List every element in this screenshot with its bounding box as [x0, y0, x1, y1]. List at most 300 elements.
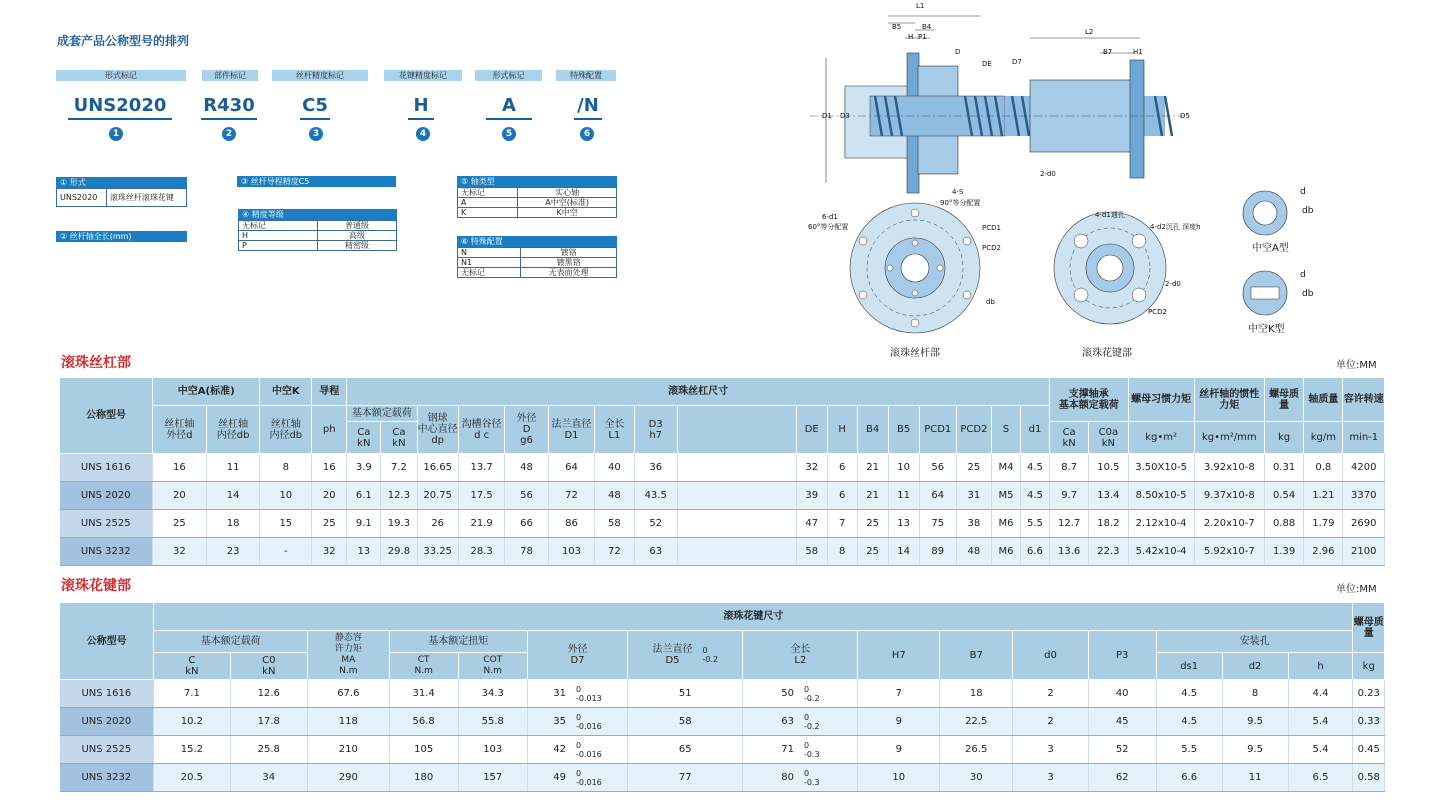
- legend-lead-title: ③ 丝杆导程精度C5: [237, 176, 396, 187]
- legend-length-title: ② 丝杆轴全长(mm): [56, 231, 187, 242]
- hdr-unit-3: kg: [1264, 422, 1303, 454]
- cell-C0: 34: [230, 764, 307, 792]
- cell-D5: 65: [628, 736, 743, 764]
- cell-ca: 9.1: [347, 510, 381, 538]
- cell-B5: 13: [888, 510, 919, 538]
- cell-nut-mass: 0.54: [1264, 482, 1303, 510]
- cell-L2: [743, 680, 858, 708]
- special-code: N1: [458, 258, 521, 268]
- cell-id: 18: [206, 510, 260, 538]
- cell-PCD2: 25: [956, 454, 991, 482]
- table-row: [60, 708, 1385, 736]
- cell-C0: 25.8: [230, 736, 307, 764]
- cell-d1: 4.5: [1020, 482, 1049, 510]
- cell-D7-value: 35: [553, 716, 566, 727]
- dim-label: 60°等分配置: [808, 223, 849, 231]
- cell-H: 6: [827, 454, 857, 482]
- cell-L1: 48: [595, 482, 634, 510]
- cell-kg: 0.58: [1353, 764, 1385, 792]
- cell-C: 7.1: [154, 680, 230, 708]
- sp-hdr-D7: 外径 D7: [527, 631, 627, 680]
- cell-h: 5.4: [1288, 708, 1353, 736]
- code-6: /N: [574, 95, 602, 120]
- hdr-L1: 全长 L1: [595, 406, 634, 454]
- technical-drawing: [790, 8, 1350, 358]
- sp-hdr-model: 公称型号: [60, 603, 154, 680]
- dim-label: 4-S: [952, 188, 964, 196]
- cell-dc: 21.9: [458, 510, 505, 538]
- table-row: [60, 680, 1385, 708]
- shaft-desc: K中空: [518, 208, 617, 218]
- hdr-hollow-a: 中空A(标准): [153, 378, 260, 406]
- dim-label: 4-d2沉孔 深度h: [1150, 223, 1201, 231]
- cell-B7: 26.5: [940, 736, 1013, 764]
- tol-upper: 0: [803, 684, 810, 694]
- cell-ds1: 6.6: [1156, 764, 1222, 792]
- cell-idk: -: [260, 538, 312, 566]
- cell-sca: 13.6: [1050, 538, 1089, 566]
- code-num-6: 6: [580, 127, 594, 141]
- hdr-dp: 钢球 中心直径 dp: [417, 406, 458, 454]
- screw-section-title: 滚珠丝杠部: [61, 355, 131, 371]
- cell-model: UNS 1616: [60, 680, 154, 708]
- sp-hdr-kg: kg: [1353, 653, 1385, 680]
- legend-precision: [238, 209, 397, 251]
- code-5: A: [486, 95, 532, 120]
- dim-label: db: [1302, 206, 1314, 216]
- hdr-idk: 丝杠轴 内径db: [260, 406, 312, 454]
- legend-special-title: ⑥ 特殊配置: [457, 236, 617, 247]
- cell-D7-value: 42: [553, 744, 566, 755]
- cell-D1: 64: [548, 454, 595, 482]
- hdr-load: 基本额定载荷: [347, 406, 417, 422]
- cell-ph: 16: [312, 454, 347, 482]
- hdr-DE: DE: [796, 406, 827, 454]
- dim-label: L1: [916, 2, 925, 10]
- cell-L2-value: 71: [781, 744, 794, 755]
- hdr-shaft-inertia: 丝杆轴的惯性力矩: [1194, 378, 1264, 422]
- cell-D5: 77: [628, 764, 743, 792]
- hdr-nut-inertia: 螺母习惯力矩: [1128, 378, 1194, 422]
- hdr-unit-4: kg/m: [1304, 422, 1343, 454]
- cell-PCD1: 56: [919, 454, 956, 482]
- dim-label: 4-d1通孔: [1095, 211, 1125, 219]
- cell-ph: 25: [312, 510, 347, 538]
- cell-sc0a: 10.5: [1089, 454, 1128, 482]
- table-row: [60, 454, 1385, 482]
- cell-PCD1: 64: [919, 482, 956, 510]
- hdr-nut-mass: 螺母质量: [1264, 378, 1303, 422]
- cell-nut-inertia: 3.50X10-5: [1128, 454, 1194, 482]
- cell-sc0a: 18.2: [1089, 510, 1128, 538]
- cell-PCD2: 48: [956, 538, 991, 566]
- hdr-id: 丝杠轴 内径db: [206, 406, 260, 454]
- shaft-code: K: [458, 208, 518, 218]
- dim-label: D3: [840, 112, 850, 120]
- cell-model: UNS 3232: [60, 764, 154, 792]
- legend-shaft-type: [457, 176, 617, 218]
- cell-C: 15.2: [154, 736, 230, 764]
- cell-ca: 3.9: [347, 454, 381, 482]
- dim-label: B7: [1103, 48, 1113, 56]
- cell-dc: 13.7: [458, 454, 505, 482]
- hdr-B5: B5: [888, 406, 919, 454]
- cell-B5: 10: [888, 454, 919, 482]
- cell-kg: 0.45: [1353, 736, 1385, 764]
- legend-lead: [237, 176, 396, 187]
- cell-P3: 52: [1088, 736, 1156, 764]
- dim-label: PCD1: [982, 224, 1001, 232]
- code-header-6: 特殊配置: [556, 70, 616, 81]
- cell-C: 20.5: [154, 764, 230, 792]
- table-row: [60, 764, 1385, 792]
- cell-d1: 5.5: [1020, 510, 1049, 538]
- cell-B4: 25: [857, 510, 888, 538]
- shaft-code: 无标记: [458, 188, 518, 198]
- cell-sc0a: 22.3: [1089, 538, 1128, 566]
- sp-hdr-mount: 安装孔: [1156, 631, 1353, 653]
- tol-upper: 0: [575, 740, 582, 750]
- cell-shaft-mass: 2.96: [1304, 538, 1343, 566]
- dim-label: d: [1300, 187, 1306, 197]
- cell-C0: 17.8: [230, 708, 307, 736]
- cell-L2: [743, 736, 858, 764]
- cell-D5: 58: [628, 708, 743, 736]
- cell-d2: 9.5: [1222, 736, 1288, 764]
- cell-DE: 47: [796, 510, 827, 538]
- tol-upper: 0: [575, 768, 582, 778]
- tol-upper: 0: [803, 740, 810, 750]
- cell-D: 48: [505, 454, 548, 482]
- hdr-PCD1: PCD1: [919, 406, 956, 454]
- dim-label: B4: [922, 23, 932, 31]
- code-num-1: 1: [109, 127, 123, 141]
- sp-hdr-d2: d2: [1222, 653, 1288, 680]
- cell-model: UNS 3232: [60, 538, 153, 566]
- cell-idk: 10: [260, 482, 312, 510]
- cell-c0a: 12.3: [381, 482, 417, 510]
- cell-H7: 7: [858, 680, 940, 708]
- tol-upper: 0: [575, 712, 582, 722]
- sp-hdr-h: h: [1288, 653, 1353, 680]
- cell-H7: 10: [858, 764, 940, 792]
- cell-L2: [743, 708, 858, 736]
- cell-dc: 28.3: [458, 538, 505, 566]
- cell-L1: 40: [595, 454, 634, 482]
- cell-ds1: 5.5: [1156, 736, 1222, 764]
- code-3: C5: [300, 95, 330, 120]
- cell-dc: 17.5: [458, 482, 505, 510]
- cell-blank: [677, 510, 796, 538]
- cell-COT: 103: [458, 736, 527, 764]
- cell-kg: 0.23: [1353, 680, 1385, 708]
- sp-hdr-D5: [628, 631, 743, 680]
- cell-od: 32: [153, 538, 207, 566]
- cell-S: M4: [991, 454, 1020, 482]
- prec-desc: 普通级: [318, 221, 397, 231]
- dim-label: PCD2: [982, 244, 1001, 252]
- hdr-c0a: Ca kN: [381, 422, 417, 454]
- tol-lower: -0.013: [575, 693, 602, 703]
- cell-shaft-inertia: 5.92x10-7: [1194, 538, 1264, 566]
- cell-ds1: 4.5: [1156, 680, 1222, 708]
- dim-label: 2-d0: [1165, 280, 1181, 288]
- cell-D7: [527, 680, 627, 708]
- sp-hdr-B7: B7: [940, 631, 1013, 680]
- dim-label: 2-d0: [1040, 170, 1056, 178]
- cell-COT: 157: [458, 764, 527, 792]
- dim-label: B5: [892, 23, 902, 31]
- dim-label: P1: [918, 33, 927, 41]
- cell-model: UNS 1616: [60, 454, 153, 482]
- cell-PCD1: 75: [919, 510, 956, 538]
- cell-D7: [527, 764, 627, 792]
- tol-lower: -0.3: [803, 749, 820, 759]
- cell-H7: 9: [858, 736, 940, 764]
- hdr-dims: 滚珠丝杠尺寸: [347, 378, 1050, 406]
- cell-d2: 9.5: [1222, 708, 1288, 736]
- cell-D7: [527, 708, 627, 736]
- cell-D1: 72: [548, 482, 595, 510]
- cell-d0: 2: [1013, 680, 1088, 708]
- hdr-d1: d1: [1020, 406, 1049, 454]
- table-row: [60, 510, 1385, 538]
- hdr-unit-5: min-1: [1343, 422, 1385, 454]
- cell-L2-value: 80: [781, 772, 794, 783]
- cell-h: 5.4: [1288, 736, 1353, 764]
- spline-table: [59, 602, 1385, 792]
- caption-hollow-k: 中空K型: [1248, 324, 1285, 335]
- code-num-5: 5: [502, 127, 516, 141]
- sp-hdr-P3: P3: [1088, 631, 1156, 680]
- cell-PCD1: 89: [919, 538, 956, 566]
- hdr-B4: B4: [857, 406, 888, 454]
- code-num-4: 4: [416, 127, 430, 141]
- code-header-2: 部件标记: [202, 70, 258, 81]
- special-desc: 无表面处理: [521, 268, 617, 278]
- sp-hdr-static: 静态容 许力矩 MA N.m: [308, 631, 390, 680]
- cell-dp: 20.75: [417, 482, 458, 510]
- cell-sca: 9.7: [1050, 482, 1089, 510]
- cell-B5: 11: [888, 482, 919, 510]
- dim-label: DE: [982, 60, 992, 68]
- hdr-sc0a: C0a kN: [1089, 422, 1128, 454]
- sp-hdr-D5-tol-low: -0.2: [702, 655, 719, 664]
- cell-CT: 31.4: [389, 680, 458, 708]
- cell-B4: 21: [857, 482, 888, 510]
- cell-model: UNS 2020: [60, 708, 154, 736]
- cell-D: 66: [505, 510, 548, 538]
- cell-COT: 34.3: [458, 680, 527, 708]
- sp-hdr-load: 基本额定载荷: [154, 631, 308, 653]
- sp-hdr-d0: d0: [1013, 631, 1088, 680]
- sp-hdr-H7: H7: [858, 631, 940, 680]
- prec-desc: 精密级: [318, 241, 397, 251]
- cell-shaft-mass: 1.21: [1304, 482, 1343, 510]
- cell-nut-mass: 0.31: [1264, 454, 1303, 482]
- cell-idk: 8: [260, 454, 312, 482]
- cell-B5: 14: [888, 538, 919, 566]
- cell-blank: [677, 538, 796, 566]
- cell-nut-mass: 1.39: [1264, 538, 1303, 566]
- legend-length: [56, 231, 187, 242]
- cell-C: 10.2: [154, 708, 230, 736]
- hdr-ph: ph: [312, 406, 347, 454]
- hdr-D: 外径 D g6: [505, 406, 548, 454]
- cell-d1: 4.5: [1020, 454, 1049, 482]
- cell-MA: 290: [308, 764, 390, 792]
- cell-od: 16: [153, 454, 207, 482]
- code-num-3: 3: [309, 127, 323, 141]
- special-desc: 镀黑铬: [521, 258, 617, 268]
- prec-code: P: [239, 241, 318, 251]
- cell-DE: 58: [796, 538, 827, 566]
- dim-label: L2: [1085, 28, 1094, 36]
- cell-d2: 11: [1222, 764, 1288, 792]
- cell-speed: 2100: [1343, 538, 1385, 566]
- tol-upper: 0: [803, 768, 810, 778]
- sp-hdr-L2: 全长 L2: [743, 631, 858, 680]
- hdr-od: 丝杠轴 外径d: [153, 406, 207, 454]
- hdr-unit-2: kg•m²/mm: [1194, 422, 1264, 454]
- code-4: H: [408, 95, 434, 120]
- table-row: [60, 482, 1385, 510]
- shaft-desc: 实心轴: [518, 188, 617, 198]
- cell-B4: 21: [857, 454, 888, 482]
- code-header-3: 丝杆精度标记: [272, 70, 368, 81]
- cell-B7: 18: [940, 680, 1013, 708]
- legend-form-title: ① 形式: [56, 177, 187, 188]
- cell-dp: 33.25: [417, 538, 458, 566]
- hdr-speed: 容许转速: [1343, 378, 1385, 422]
- table-row: [60, 538, 1385, 566]
- dim-label: D7: [1012, 58, 1022, 66]
- dim-label: D: [955, 48, 961, 56]
- cell-D3: 52: [634, 510, 677, 538]
- legend-special: [457, 236, 617, 278]
- cell-S: M6: [991, 510, 1020, 538]
- cell-P3: 62: [1088, 764, 1156, 792]
- dim-label: H: [908, 33, 914, 41]
- table-row: [60, 736, 1385, 764]
- cell-dp: 26: [417, 510, 458, 538]
- tol-lower: -0.016: [575, 721, 602, 731]
- hdr-sca: Ca kN: [1050, 422, 1089, 454]
- screw-table: [59, 377, 1385, 566]
- cell-nut-inertia: 8.50x10-5: [1128, 482, 1194, 510]
- code-num-2: 2: [222, 127, 236, 141]
- cell-sca: 8.7: [1050, 454, 1089, 482]
- cell-CT: 180: [389, 764, 458, 792]
- cell-kg: 0.33: [1353, 708, 1385, 736]
- tol-lower: -0.016: [575, 777, 602, 787]
- code-1: UNS2020: [68, 95, 172, 120]
- screw-unit: 单位:MM: [1336, 360, 1377, 371]
- cell-h: 6.5: [1288, 764, 1353, 792]
- sp-hdr-dims: 滚珠花键尺寸: [154, 603, 1353, 631]
- cell-L2: [743, 764, 858, 792]
- prec-code: H: [239, 231, 318, 241]
- cell-P3: 40: [1088, 680, 1156, 708]
- dim-label: 6-d1: [822, 213, 838, 221]
- code-header-5: 形式标记: [475, 70, 542, 81]
- cell-MA: 210: [308, 736, 390, 764]
- dim-label: PCD2: [1148, 308, 1167, 316]
- cell-model: UNS 2525: [60, 736, 154, 764]
- hdr-model: 公称型号: [60, 378, 153, 454]
- tol-lower: -0.2: [803, 721, 820, 731]
- dim-label: db: [986, 298, 995, 306]
- cell-B7: 30: [940, 764, 1013, 792]
- cell-D5: 51: [628, 680, 743, 708]
- sp-hdr-CT: CT N.m: [389, 653, 458, 680]
- cell-blank: [677, 454, 796, 482]
- cell-od: 25: [153, 510, 207, 538]
- cell-ds1: 4.5: [1156, 708, 1222, 736]
- cell-MA: 67.6: [308, 680, 390, 708]
- legend-shaft-title: ⑤ 轴类型: [457, 176, 617, 187]
- cell-model: UNS 2525: [60, 510, 153, 538]
- cell-ph: 20: [312, 482, 347, 510]
- cell-model: UNS 2020: [60, 482, 153, 510]
- spline-unit: 单位:MM: [1336, 584, 1377, 595]
- cell-PCD2: 31: [956, 482, 991, 510]
- cell-id: 11: [206, 454, 260, 482]
- cell-blank: [677, 482, 796, 510]
- hdr-D3: D3 h7: [634, 406, 677, 454]
- special-code: N: [458, 248, 521, 258]
- cell-sca: 12.7: [1050, 510, 1089, 538]
- cell-nut-mass: 0.88: [1264, 510, 1303, 538]
- cell-D3: 43.5: [634, 482, 677, 510]
- shaft-desc: A中空(标准): [518, 198, 617, 208]
- hdr-PCD2: PCD2: [956, 406, 991, 454]
- cell-PCD2: 38: [956, 510, 991, 538]
- cell-D: 78: [505, 538, 548, 566]
- cell-c0a: 7.2: [381, 454, 417, 482]
- cell-d2: 8: [1222, 680, 1288, 708]
- dim-label: d: [1300, 270, 1306, 280]
- cell-idk: 15: [260, 510, 312, 538]
- cell-ca: 6.1: [347, 482, 381, 510]
- caption-spline: 滚珠花键部: [1082, 348, 1132, 359]
- dim-label: 90°等分配置: [940, 199, 981, 207]
- hdr-shaft-mass: 轴质量: [1304, 378, 1343, 422]
- hdr-blank: [677, 406, 796, 454]
- special-desc: 镀铬: [521, 248, 617, 258]
- cell-D3: 63: [634, 538, 677, 566]
- hdr-hollow-k: 中空K: [260, 378, 312, 406]
- sp-hdr-D5-tol-up: 0: [702, 646, 708, 655]
- sp-hdr-D5-label: 法兰直径 D5: [652, 644, 693, 666]
- cell-CT: 56.8: [389, 708, 458, 736]
- cell-S: M6: [991, 538, 1020, 566]
- dim-label: D1: [822, 112, 832, 120]
- legend-form: [56, 177, 187, 207]
- cell-D7-value: 49: [553, 772, 566, 783]
- prec-code: 无标记: [239, 221, 318, 231]
- cell-d0: 3: [1013, 764, 1088, 792]
- code-2: R430: [201, 95, 257, 120]
- cell-shaft-inertia: 9.37x10-8: [1194, 482, 1264, 510]
- hdr-H: H: [827, 406, 857, 454]
- cell-shaft-inertia: 2.20x10-7: [1194, 510, 1264, 538]
- cell-D3: 36: [634, 454, 677, 482]
- cell-d0: 2: [1013, 708, 1088, 736]
- cell-L2-value: 50: [781, 688, 794, 699]
- cell-H: 8: [827, 538, 857, 566]
- cell-B7: 22.5: [940, 708, 1013, 736]
